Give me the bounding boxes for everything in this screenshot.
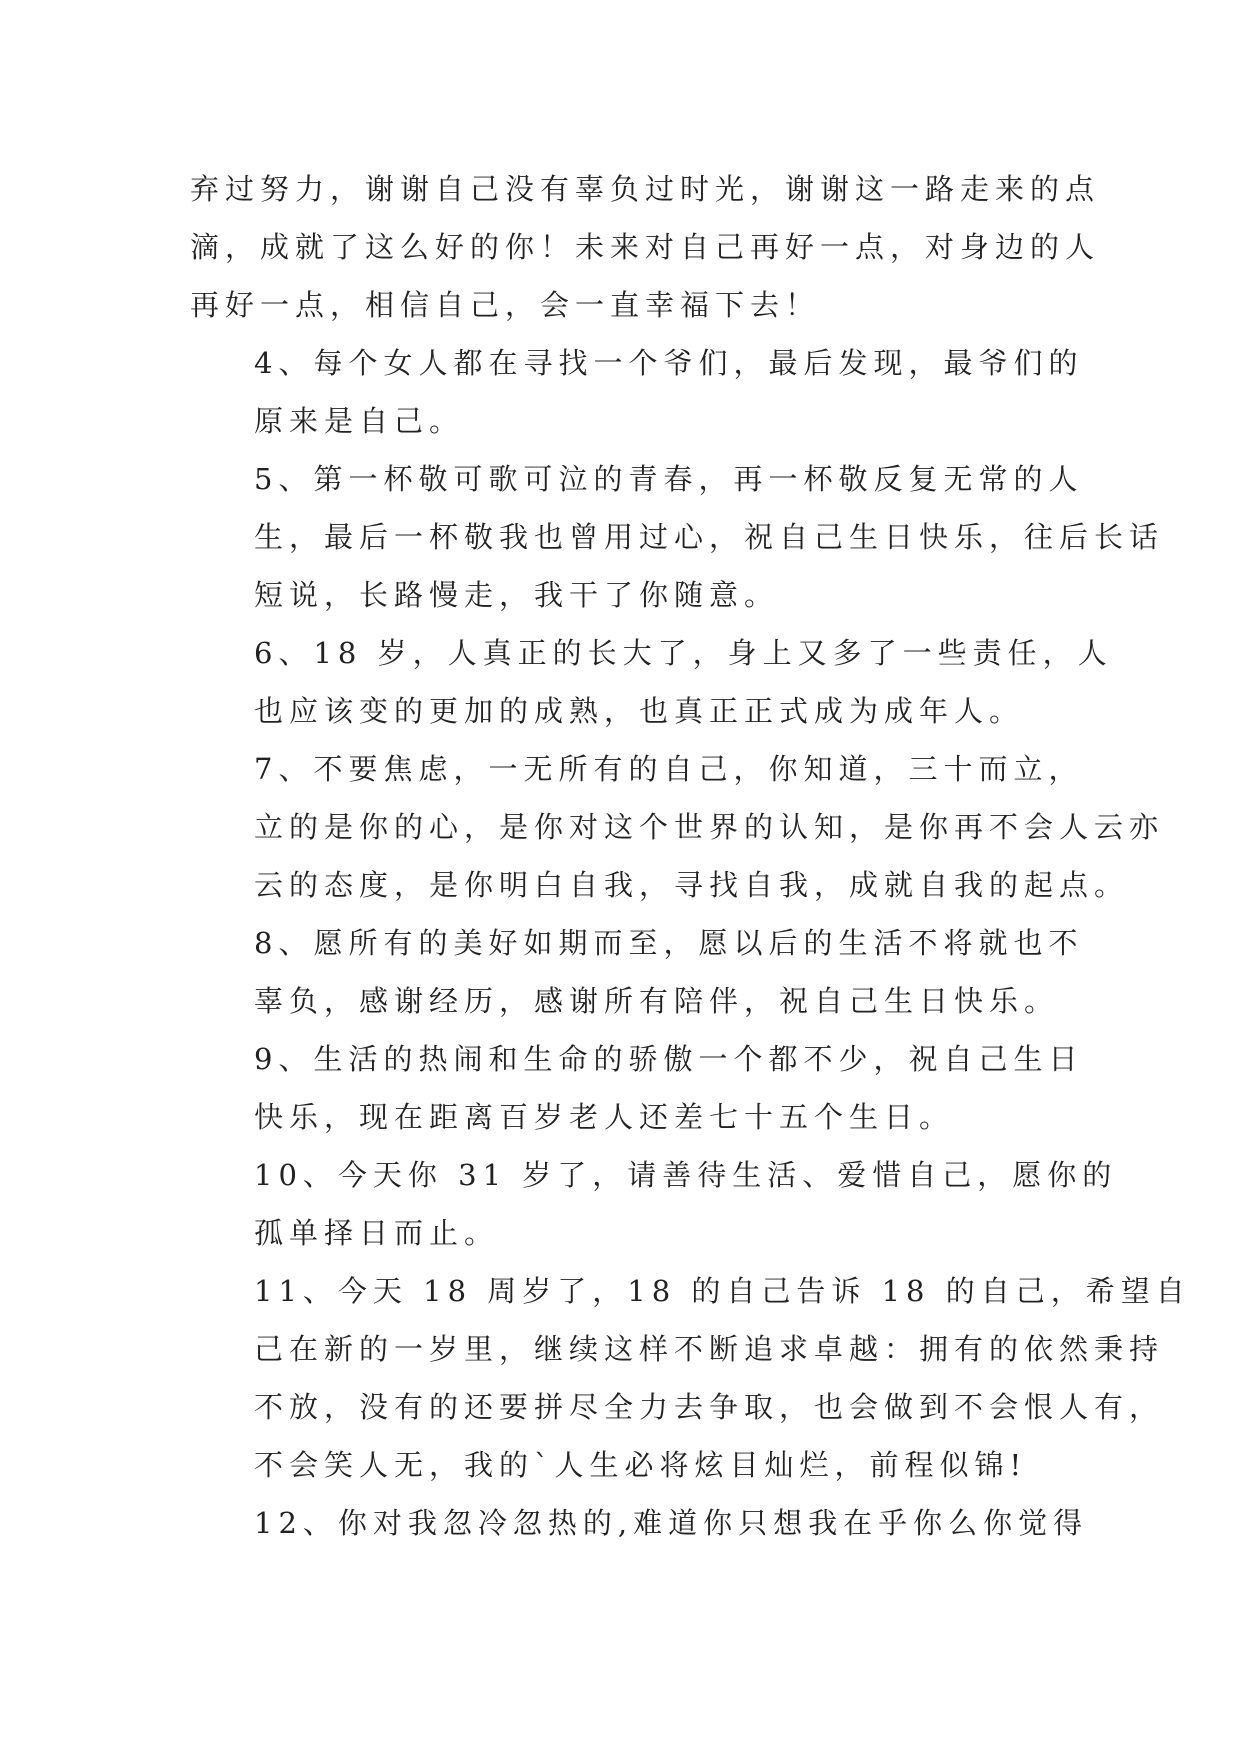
text-line: 孤单择日而止。	[254, 1216, 500, 1250]
text-line: 生，最后一杯敬我也曾用过心，祝自己生日快乐，往后长话	[254, 520, 1165, 554]
text-line: 9、生活的热闹和生命的骄傲一个都不少，祝自己生日	[254, 1042, 1084, 1076]
paragraph	[190, 334, 1084, 450]
paragraph	[190, 1030, 1084, 1146]
text-line: 6、18 岁，人真正的长大了，身上又多了一些责任，人	[254, 636, 1113, 670]
text-line: 云的态度，是你明白自我，寻找自我，成就自我的起点。	[254, 868, 1130, 902]
paragraph	[190, 914, 1084, 1030]
paragraph	[190, 1262, 1191, 1494]
text-line: 12、你对我忽冷忽热的,难道你只想我在乎你么你觉得	[254, 1506, 1089, 1540]
text-line: 不放，没有的还要拼尽全力去争取，也会做到不会恨人有，	[254, 1390, 1165, 1424]
text-line: 10、今天你 31 岁了，请善待生活、爱惜自己，愿你的	[254, 1158, 1118, 1192]
text-line: 短说，长路慢走，我干了你随意。	[254, 578, 780, 612]
text-line: 11、今天 18 周岁了，18 的自己告诉 18 的自己，希望自	[254, 1274, 1191, 1308]
paragraph	[190, 740, 1165, 914]
text-line: 滴，成就了这么好的你！未来对自己再好一点，对身边的人	[190, 230, 1101, 264]
paragraph	[190, 160, 1101, 334]
paragraph	[190, 624, 1113, 740]
paragraph	[190, 450, 1165, 624]
text-line: 弃过努力，谢谢自己没有辜负过时光，谢谢这一路走来的点	[190, 172, 1101, 206]
paragraph	[190, 1494, 1089, 1552]
text-line: 快乐，现在距离百岁老人还差七十五个生日。	[254, 1100, 955, 1134]
text-line: 辜负，感谢经历，感谢所有陪伴，祝自己生日快乐。	[254, 984, 1060, 1018]
text-line: 再好一点，相信自己，会一直幸福下去！	[190, 288, 821, 322]
text-line: 4、每个女人都在寻找一个爷们，最后发现，最爷们的	[254, 346, 1084, 380]
text-line: 原来是自己。	[254, 404, 465, 438]
text-line: 7、不要焦虑，一无所有的自己，你知道，三十而立，	[254, 752, 1084, 786]
text-line: 5、第一杯敬可歌可泣的青春，再一杯敬反复无常的人	[254, 462, 1084, 496]
paragraph	[190, 1146, 1118, 1262]
text-line: 也应该变的更加的成熟，也真正正式成为成年人。	[254, 694, 1025, 728]
text-line: 8、愿所有的美好如期而至，愿以后的生活不将就也不	[254, 926, 1084, 960]
text-line: 己在新的一岁里，继续这样不断追求卓越：拥有的依然秉持	[254, 1332, 1165, 1366]
text-line: 立的是你的心，是你对这个世界的认知，是你再不会人云亦	[254, 810, 1165, 844]
document-body	[190, 160, 1191, 1552]
text-line: 不会笑人无，我的`人生必将炫目灿烂，前程似锦!	[254, 1448, 1028, 1482]
